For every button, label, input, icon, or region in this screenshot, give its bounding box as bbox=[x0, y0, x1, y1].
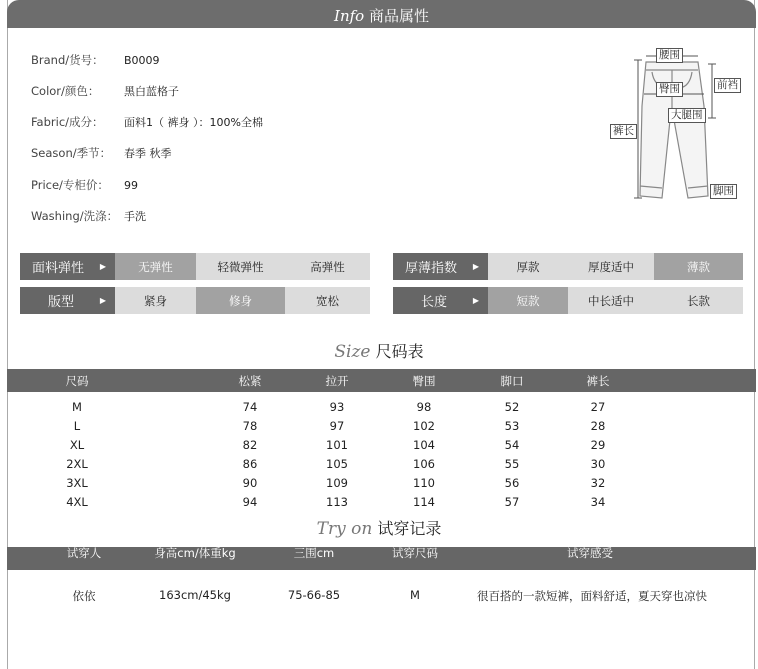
diagram-label-hip: 臀围 bbox=[656, 82, 683, 97]
option-slight-stretch: 轻微弹性 bbox=[196, 253, 285, 280]
info-header-title bbox=[7, 5, 756, 26]
size-header-length: 裤长 bbox=[586, 374, 610, 388]
property-value: B0009 bbox=[124, 54, 160, 67]
option-high-stretch: 高弹性 bbox=[285, 253, 370, 280]
size-cell: 55 bbox=[504, 457, 520, 471]
size-cell: 102 bbox=[413, 419, 435, 433]
attribute-length bbox=[393, 287, 743, 314]
attribute-label bbox=[20, 287, 115, 314]
try-cell-person: 依依 bbox=[72, 589, 96, 603]
size-header-hem: 脚口 bbox=[500, 374, 524, 388]
property-fabric bbox=[31, 114, 263, 130]
attribute-label bbox=[393, 287, 488, 314]
option-thin: 薄款 bbox=[654, 253, 743, 280]
size-title-text: 尺码表 bbox=[375, 342, 424, 361]
size-cell: 86 bbox=[242, 457, 258, 471]
option-loose: 宽松 bbox=[285, 287, 370, 314]
attribute-thickness bbox=[393, 253, 743, 280]
try-cell-height-weight: 163cm/45kg bbox=[159, 588, 231, 602]
size-cell: 74 bbox=[242, 400, 258, 414]
option-medium-thickness: 厚度适中 bbox=[568, 253, 654, 280]
diagram-label-front-rise: 前裆 bbox=[714, 78, 741, 93]
size-cell: 97 bbox=[329, 419, 345, 433]
property-season bbox=[31, 145, 172, 161]
size-cell: XL bbox=[69, 438, 85, 452]
size-cell: 28 bbox=[590, 419, 606, 433]
property-color bbox=[31, 83, 179, 99]
property-label: Season/季节： bbox=[31, 146, 112, 160]
size-cell: 3XL bbox=[66, 476, 88, 490]
property-label: Price/专柜价： bbox=[31, 178, 109, 192]
size-cell: 29 bbox=[590, 438, 606, 452]
size-cell: 52 bbox=[504, 400, 520, 414]
triangle-right-icon: ▶ bbox=[99, 296, 106, 305]
size-cell: 101 bbox=[326, 438, 348, 452]
diagram-label-length: 裤长 bbox=[610, 124, 637, 139]
size-cell: 54 bbox=[504, 438, 520, 452]
diagram-label-thigh: 大腿围 bbox=[668, 108, 706, 123]
triangle-right-icon: ▶ bbox=[472, 262, 479, 271]
size-cell: 32 bbox=[590, 476, 606, 490]
size-cell: 114 bbox=[413, 495, 435, 509]
attribute-label-text: 长度 bbox=[421, 295, 448, 310]
option-long: 长款 bbox=[654, 287, 743, 314]
property-value: 黑白蓝格子 bbox=[124, 85, 179, 98]
info-title-script: Info bbox=[334, 7, 365, 25]
size-cell: 30 bbox=[590, 457, 606, 471]
triangle-right-icon: ▶ bbox=[99, 262, 106, 271]
attribute-label bbox=[393, 253, 488, 280]
option-slim: 修身 bbox=[196, 287, 285, 314]
try-title-script: Try on bbox=[316, 519, 373, 539]
size-cell: 53 bbox=[504, 419, 520, 433]
size-cell: 82 bbox=[242, 438, 258, 452]
size-cell: 98 bbox=[416, 400, 432, 414]
size-section-title bbox=[0, 339, 758, 362]
property-label: Brand/货号： bbox=[31, 53, 104, 67]
try-title-text: 试穿记录 bbox=[377, 519, 442, 538]
info-header-bar bbox=[7, 0, 756, 28]
attribute-label-text: 面料弹性 bbox=[32, 261, 85, 276]
attribute-label-text: 厚薄指数 bbox=[405, 261, 458, 276]
attribute-label bbox=[20, 253, 115, 280]
try-header-size: 试穿尺码 bbox=[392, 546, 438, 560]
try-section-title bbox=[0, 516, 758, 539]
size-cell: 104 bbox=[413, 438, 435, 452]
option-tight: 紧身 bbox=[115, 287, 196, 314]
size-cell: 56 bbox=[504, 476, 520, 490]
property-washing bbox=[31, 208, 146, 224]
attribute-label-text: 版型 bbox=[48, 295, 75, 310]
property-label: Washing/洗涤： bbox=[31, 209, 119, 223]
option-short: 短款 bbox=[488, 287, 568, 314]
attribute-fit bbox=[20, 287, 370, 314]
size-header-hip: 臀围 bbox=[412, 374, 436, 388]
option-no-stretch: 无弹性 bbox=[115, 253, 196, 280]
attribute-elasticity bbox=[20, 253, 370, 280]
option-thick: 厚款 bbox=[488, 253, 568, 280]
try-cell-feedback: 很百搭的一款短裤，面料舒适，夏天穿也凉快 bbox=[477, 589, 707, 603]
try-cell-measurements: 75-66-85 bbox=[287, 588, 341, 602]
size-cell: 93 bbox=[329, 400, 345, 414]
try-cell-size: M bbox=[410, 588, 420, 602]
property-label: Color/颜色： bbox=[31, 84, 100, 98]
size-cell: 113 bbox=[326, 495, 348, 509]
property-value: 99 bbox=[124, 179, 138, 192]
size-table-header-bar bbox=[7, 369, 756, 392]
size-header-relaxed: 松紧 bbox=[238, 374, 262, 388]
size-header-size: 尺码 bbox=[65, 374, 89, 388]
size-cell: 34 bbox=[590, 495, 606, 509]
property-value: 春季 秋季 bbox=[124, 147, 172, 160]
size-cell: 94 bbox=[242, 495, 258, 509]
try-header-height-weight: 身高cm/体重kg bbox=[154, 546, 236, 560]
size-cell: L bbox=[73, 419, 81, 433]
size-title-script: Size bbox=[334, 342, 371, 362]
property-brand bbox=[31, 52, 160, 68]
pants-measurement-diagram bbox=[608, 46, 748, 216]
triangle-right-icon: ▶ bbox=[472, 296, 479, 305]
size-cell: 90 bbox=[242, 476, 258, 490]
size-cell: 27 bbox=[590, 400, 606, 414]
try-header-person: 试穿人 bbox=[66, 546, 102, 560]
size-cell: 57 bbox=[504, 495, 520, 509]
property-label: Fabric/成分： bbox=[31, 115, 104, 129]
option-mid-length: 中长适中 bbox=[568, 287, 654, 314]
property-price bbox=[31, 177, 138, 193]
size-cell: 106 bbox=[413, 457, 435, 471]
size-cell: M bbox=[72, 400, 82, 414]
info-title-text: 商品属性 bbox=[368, 7, 429, 25]
size-cell: 105 bbox=[326, 457, 348, 471]
try-header-feedback: 试穿感受 bbox=[567, 546, 613, 560]
size-cell: 2XL bbox=[66, 457, 88, 471]
diagram-label-waist: 腰围 bbox=[656, 48, 683, 63]
try-header-measurements: 三围cm bbox=[293, 546, 335, 560]
size-cell: 110 bbox=[413, 476, 435, 490]
property-value: 面料1（ 裤身 ）：100%全棉 bbox=[124, 116, 263, 129]
property-value: 手洗 bbox=[124, 210, 146, 223]
size-header-stretched: 拉开 bbox=[325, 374, 349, 388]
diagram-label-hem: 脚围 bbox=[710, 184, 737, 199]
size-cell: 4XL bbox=[66, 495, 88, 509]
size-cell: 78 bbox=[242, 419, 258, 433]
size-cell: 109 bbox=[326, 476, 348, 490]
